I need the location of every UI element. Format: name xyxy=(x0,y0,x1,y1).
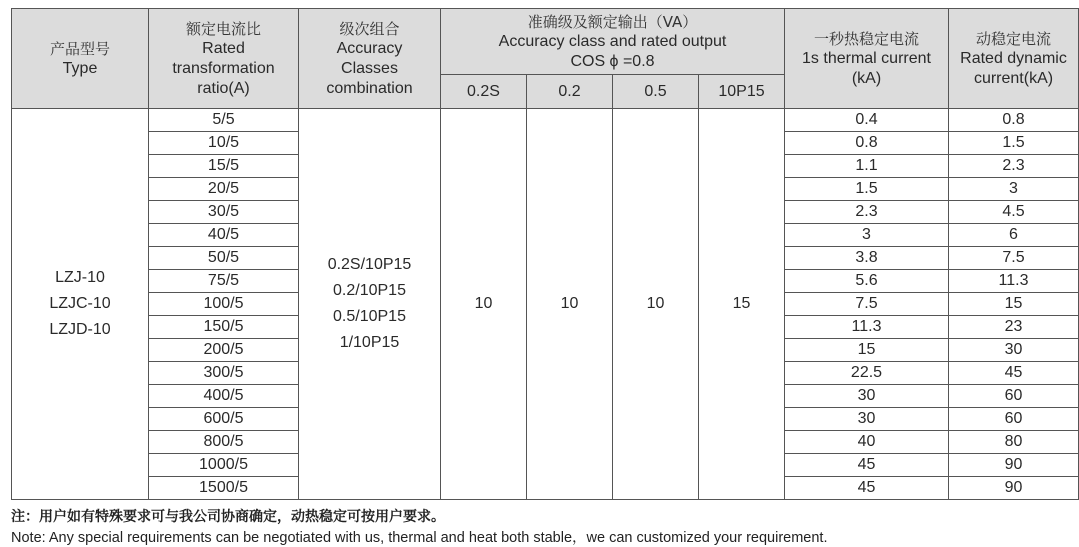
dynamic-header: 动稳定电流 Rated dynamic current(kA) xyxy=(949,9,1079,109)
thermal-cell: 0.8 xyxy=(785,132,949,155)
thermal-cell: 40 xyxy=(785,431,949,454)
dynamic-cell: 90 xyxy=(949,477,1079,500)
ratio-cell: 100/5 xyxy=(149,293,299,316)
output-col-0-5: 0.5 xyxy=(613,75,699,109)
output-col-10p15: 10P15 xyxy=(699,75,785,109)
model-cell-line: LZJ-10 xyxy=(55,269,105,286)
thermal-cell: 3.8 xyxy=(785,247,949,270)
ratio-cell: 1500/5 xyxy=(149,477,299,500)
table-body xyxy=(12,109,1079,500)
ratio-cell: 75/5 xyxy=(149,270,299,293)
ratio-cell: 150/5 xyxy=(149,316,299,339)
thermal-cell: 2.3 xyxy=(785,201,949,224)
dynamic-cell: 15 xyxy=(949,293,1079,316)
dynamic-cell: 3 xyxy=(949,178,1079,201)
model-header: 产品型号 Type xyxy=(12,9,149,109)
output-header: 准确级及额定输出（VA） Accuracy class and rated output COS ϕ =0.8 xyxy=(441,9,785,75)
ratio-cell: 30/5 xyxy=(149,201,299,224)
output-col-0-2s: 0.2S xyxy=(441,75,527,109)
ratio-cell: 800/5 xyxy=(149,431,299,454)
ratio-cell: 40/5 xyxy=(149,224,299,247)
dynamic-cell: 60 xyxy=(949,408,1079,431)
output-0-2s-cell: 10 xyxy=(441,109,527,500)
dynamic-cell: 60 xyxy=(949,385,1079,408)
thermal-cell: 45 xyxy=(785,477,949,500)
ratio-cell: 600/5 xyxy=(149,408,299,431)
accuracy-header: 级次组合 Accuracy Classes combination xyxy=(299,9,441,109)
spec-table xyxy=(11,8,1079,500)
ratio-cell: 1000/5 xyxy=(149,454,299,477)
ratio-cell: 20/5 xyxy=(149,178,299,201)
dynamic-cell: 11.3 xyxy=(949,270,1079,293)
thermal-header: 一秒热稳定电流 1s thermal current (kA) xyxy=(785,9,949,109)
note-english: Note: Any special requirements can be negotiated with us, thermal and heat both stable，we can customized your requirement. xyxy=(11,530,828,546)
accuracy-cell-line: 1/10P15 xyxy=(339,334,400,351)
ratio-cell: 200/5 xyxy=(149,339,299,362)
thermal-cell: 3 xyxy=(785,224,949,247)
output-0-5-cell: 10 xyxy=(613,109,699,500)
dynamic-cell: 4.5 xyxy=(949,201,1079,224)
thermal-cell: 5.6 xyxy=(785,270,949,293)
accuracy-cell-line: 0.2S/10P15 xyxy=(327,256,412,273)
notes xyxy=(11,508,827,547)
thermal-cell: 45 xyxy=(785,454,949,477)
model-cell xyxy=(12,109,149,500)
ratio-header: 额定电流比 Rated transformation ratio(A) xyxy=(149,9,299,109)
ratio-cell: 5/5 xyxy=(149,109,299,132)
dynamic-cell: 2.3 xyxy=(949,155,1079,178)
output-col-0-2: 0.2 xyxy=(527,75,613,109)
thermal-cell: 7.5 xyxy=(785,293,949,316)
thermal-cell: 11.3 xyxy=(785,316,949,339)
ratio-cell: 300/5 xyxy=(149,362,299,385)
dynamic-cell: 1.5 xyxy=(949,132,1079,155)
output-0-2-cell: 10 xyxy=(527,109,613,500)
thermal-cell: 1.5 xyxy=(785,178,949,201)
dynamic-cell: 0.8 xyxy=(949,109,1079,132)
note-chinese: 注：用户如有特殊要求可与我公司协商确定，动热稳定可按用户要求。 xyxy=(11,509,445,525)
table-row xyxy=(12,109,1079,132)
model-cell-line: LZJD-10 xyxy=(49,321,111,338)
ratio-cell: 10/5 xyxy=(149,132,299,155)
thermal-cell: 30 xyxy=(785,408,949,431)
dynamic-cell: 90 xyxy=(949,454,1079,477)
accuracy-cell-line: 0.5/10P15 xyxy=(333,308,406,325)
output-10p15-cell: 15 xyxy=(699,109,785,500)
thermal-cell: 22.5 xyxy=(785,362,949,385)
accuracy-cell xyxy=(299,109,441,500)
dynamic-cell: 6 xyxy=(949,224,1079,247)
thermal-cell: 15 xyxy=(785,339,949,362)
thermal-cell: 0.4 xyxy=(785,109,949,132)
model-cell-line: LZJC-10 xyxy=(49,295,111,312)
thermal-cell: 1.1 xyxy=(785,155,949,178)
ratio-cell: 400/5 xyxy=(149,385,299,408)
ratio-cell: 50/5 xyxy=(149,247,299,270)
dynamic-cell: 23 xyxy=(949,316,1079,339)
dynamic-cell: 7.5 xyxy=(949,247,1079,270)
dynamic-cell: 80 xyxy=(949,431,1079,454)
accuracy-cell-line: 0.2/10P15 xyxy=(333,282,406,299)
dynamic-cell: 45 xyxy=(949,362,1079,385)
ratio-cell: 15/5 xyxy=(149,155,299,178)
thermal-cell: 30 xyxy=(785,385,949,408)
dynamic-cell: 30 xyxy=(949,339,1079,362)
